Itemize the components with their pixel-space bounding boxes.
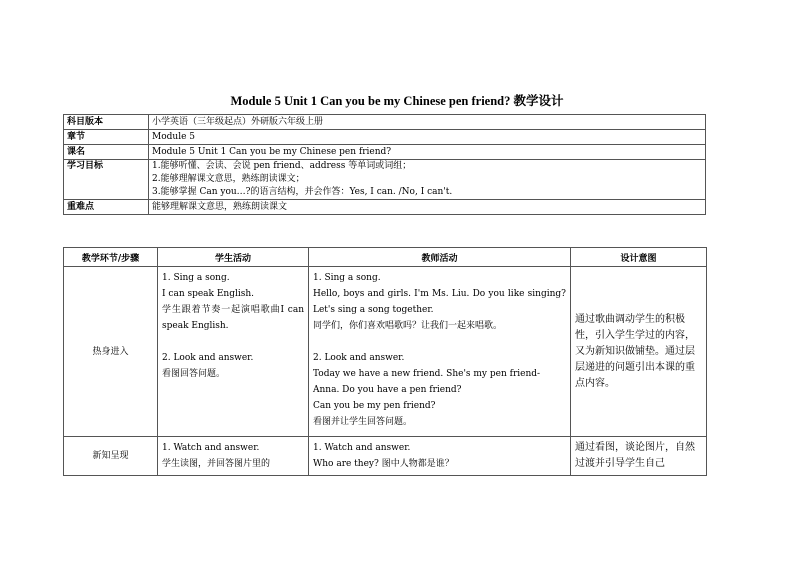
teacher-activity-cell [309,267,571,437]
student-line: 1. Sing a song. [162,273,230,283]
design-intent-cell: 通过看图，谈论图片，自然过渡并引导学生自己 [571,437,707,476]
info-key: 科目版本 [64,115,149,130]
student-line: 看图回答问题。 [162,369,226,379]
header-stage: 教学环节/步骤 [64,248,158,267]
course-info-table [63,114,706,215]
teacher-line: Who are they? 图中人物都是谁？ [313,459,454,469]
info-key: 章节 [64,130,149,145]
info-row [64,115,706,130]
objective-line: 2.能够理解课文意思，熟练朗读课文； [152,174,305,184]
stage-cell: 新知呈现 [64,437,158,476]
info-row [64,200,706,215]
document-title: Module 5 Unit 1 Can you be my Chinese pen friend? 教学设计 [230,94,564,108]
teacher-activity-cell [309,437,571,476]
student-line: 2. Look and answer. [162,353,254,363]
stage-cell: 热身进入 [64,267,158,437]
header-design: 设计意图 [571,248,707,267]
student-activity-cell [158,437,309,476]
design-intent-cell: 通过歌曲调动学生的积极性，引入学生学过的内容，又为新知识做铺垫。通过层层递进的问题引出本课的重点内容。 [571,267,707,437]
student-line: 学生读图，并回答图片里的 [162,459,271,469]
teacher-line: 看图并让学生回答问题。 [313,417,413,427]
info-value: 能够理解课文意思，熟练朗读课文 [149,200,706,215]
table-header-row [64,248,707,267]
student-line: 学生跟着节奏一起演唱歌曲I can speak English. [162,305,304,331]
teacher-line: Today we have a new friend. She's my pen friend-Anna. Do you have a pen friend? [313,369,541,395]
info-value [149,160,706,200]
info-value: Module 5 [149,130,706,145]
info-row [64,160,706,200]
info-row [64,130,706,145]
info-value: Module 5 Unit 1 Can you be my Chinese pen friend? [149,145,706,160]
teacher-line: 2. Look and answer. [313,353,405,363]
teacher-line: 1. Sing a song. [313,273,381,283]
student-activity-cell [158,267,309,437]
student-line: 1. Watch and answer. [162,443,260,453]
header-student: 学生活动 [158,248,309,267]
objective-line: 1.能够听懂、会读、会说 pen friend、address 等单词或词组； [152,161,412,171]
teacher-line: 同学们，你们喜欢唱歌吗？让我们一起来唱歌。 [313,321,503,331]
teacher-line: Can you be my pen friend? [313,401,436,411]
info-key: 课名 [64,145,149,160]
info-key: 学习目标 [64,160,149,200]
objective-line: 3.能够掌握 Can you…?的语言结构，并会作答：Yes, I can. /No, I can't. [152,187,453,197]
header-teacher: 教师活动 [309,248,571,267]
info-key: 重难点 [64,200,149,215]
teacher-line: Hello, boys and girls. I'm Ms. Liu. Do you like singing? Let's sing a song together. [313,289,566,315]
lesson-process-table [63,247,707,476]
table-row [64,437,707,476]
info-value: 小学英语（三年级起点）外研版六年级上册 [149,115,706,130]
info-row [64,145,706,160]
table-row [64,267,707,437]
teacher-line: 1. Watch and answer. [313,443,411,453]
student-line: I can speak English. [162,289,255,299]
